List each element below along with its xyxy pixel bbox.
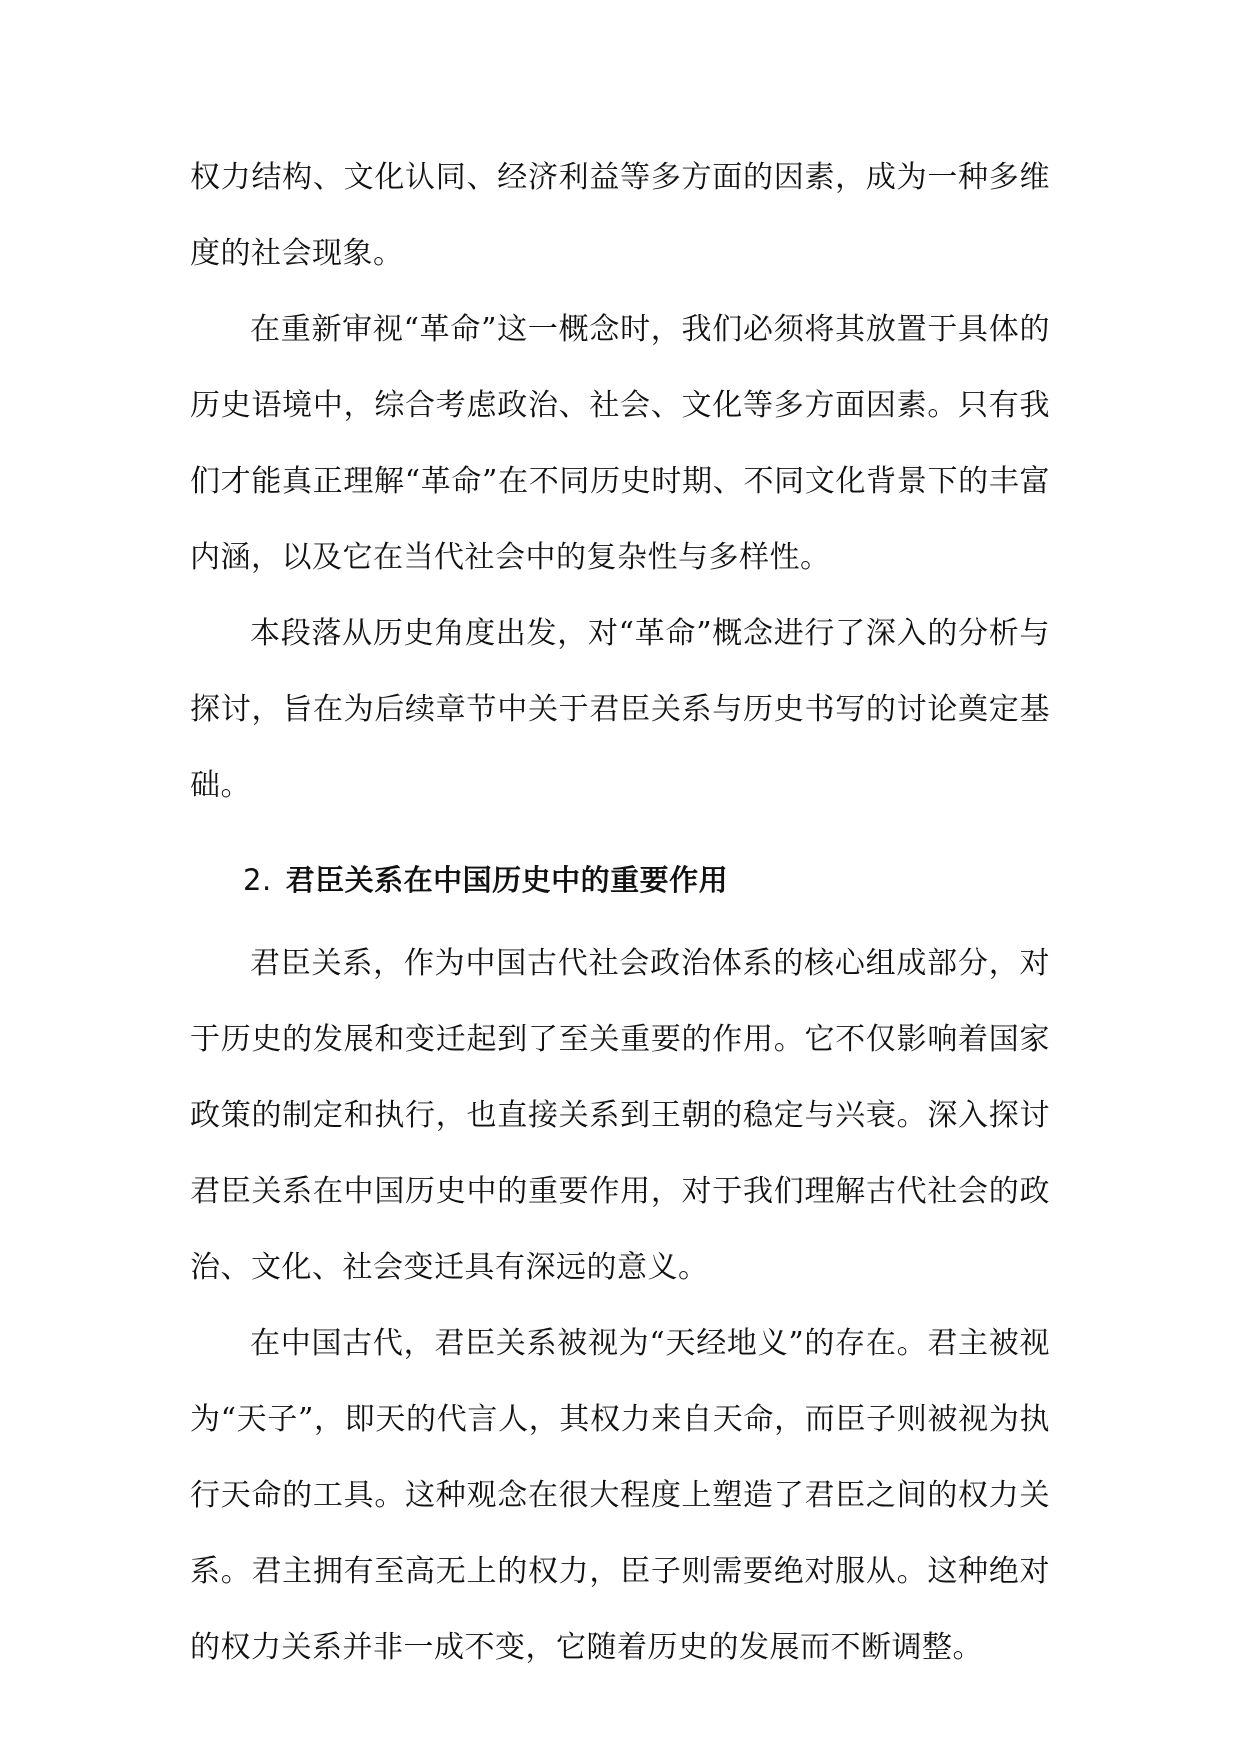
section-title: 君臣关系在中国历史中的重要作用: [285, 863, 729, 897]
section-number: 2.: [243, 863, 272, 897]
paragraph-ruler-minister-role: 君臣关系，作为中国古代社会政治体系的核心组成部分，对于历史的发展和变迁起到了至关重要的作用。它不仅影响着国家政策的制定和执行，也直接关系到王朝的稳定与兴衰。深入探讨君臣关系在中国历史中的重要作用，对于我们理解古代社会的政治、文化、社会变迁具有深远的意义。: [190, 946, 1050, 1285]
paragraph-continued: 权力结构、文化认同、经济利益等多方面的因素，成为一种多维度的社会现象。: [190, 160, 1050, 271]
section-heading: [190, 842, 1050, 918]
paragraph-heavenly-mandate: 在中国古代，君臣关系被视为“天经地义”的存在。君主被视为“天子”，即天的代言人，其权力来自天命，而臣子则被视为执行天命的工具。这种观念在很大程度上塑造了君臣之间的权力关系。君主拥有至高无上的权力，臣子则需要绝对服从。这种绝对的权力关系并非一成不变，它随着历史的发展而不断调整。: [190, 1326, 1050, 1665]
paragraph-section-summary: 本段落从历史角度出发，对“革命”概念进行了深入的分析与探讨，旨在为后续章节中关于君臣关系与历史书写的讨论奠定基础。: [190, 616, 1050, 803]
paragraph-revolution-context: 在重新审视“革命”这一概念时，我们必须将其放置于具体的历史语境中，综合考虑政治、社会、文化等多方面因素。只有我们才能真正理解“革命”在不同历史时期、不同文化背景下的丰富内涵，以及它在当代社会中的复杂性与多样性。: [190, 312, 1050, 575]
document-body: [190, 140, 1050, 1686]
